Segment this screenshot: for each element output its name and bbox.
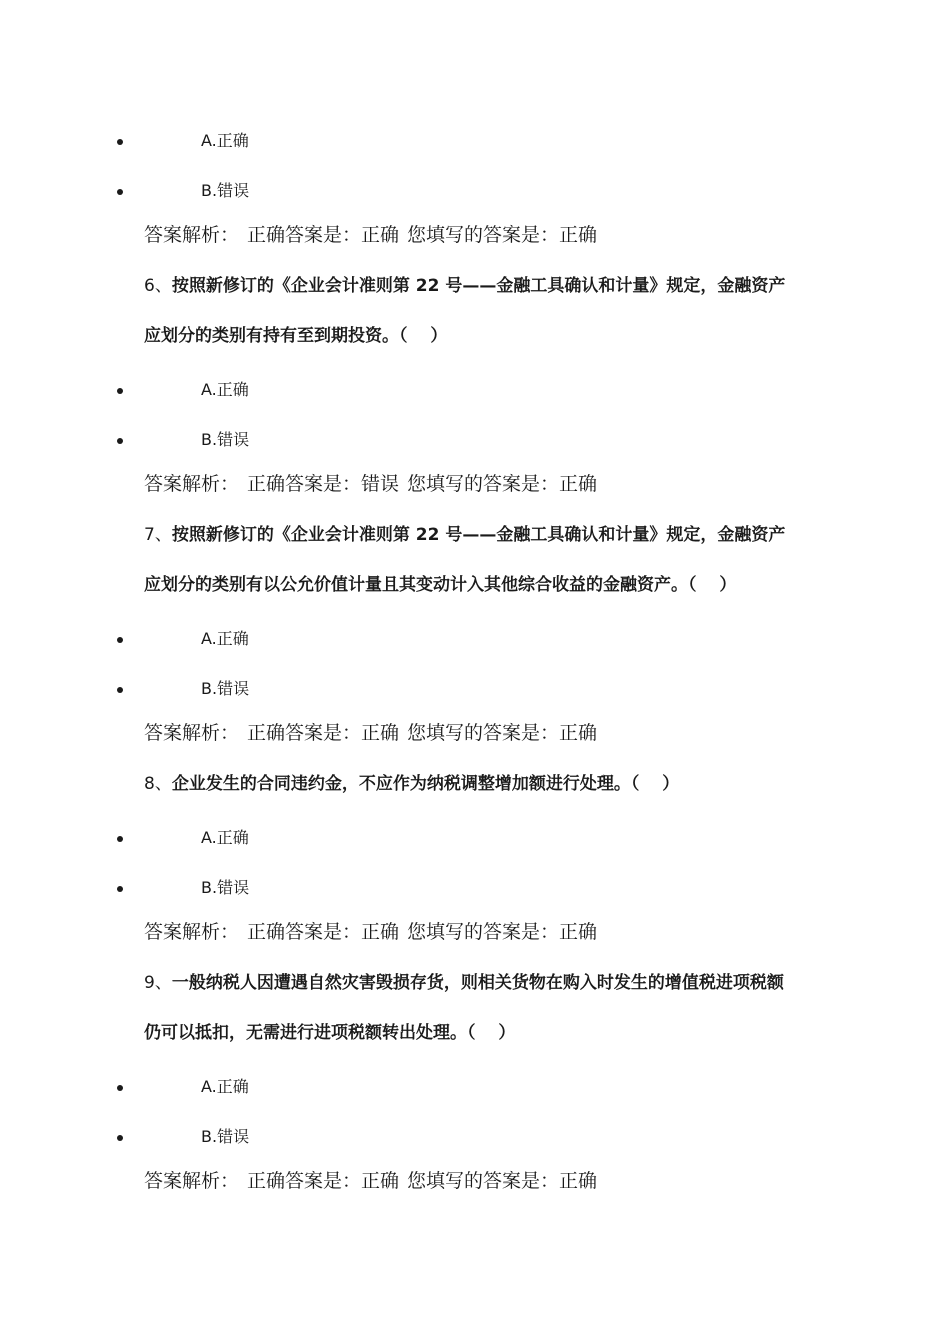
correct-answer: 正确答案是：正确 <box>247 224 400 246</box>
question-6-line-1 <box>144 273 785 299</box>
your-answer: 您填写的答案是：正确 <box>407 473 598 495</box>
question-text: 按照新修订的《企业会计准则第 22 号——金融工具确认和计量》规定，金融资产 <box>171 276 786 296</box>
bullet-icon <box>117 886 123 892</box>
option-label: B.错误 <box>201 1127 250 1146</box>
bullet-icon <box>117 189 123 195</box>
answer-prefix: 答案解析： <box>144 224 240 246</box>
question-9-line-2 <box>144 1020 515 1046</box>
correct-answer: 正确答案是：正确 <box>247 921 400 943</box>
option-label: A.正确 <box>201 131 249 150</box>
option-a[interactable] <box>0 626 950 654</box>
option-label: A.正确 <box>201 1077 249 1096</box>
question-7-line-1 <box>144 522 785 548</box>
question-text: 一般纳税人因遭遇自然灾害毁损存货，则相关货物在购入时发生的增值税进项税额 <box>171 973 784 993</box>
your-answer: 您填写的答案是：正确 <box>407 1170 598 1192</box>
bullet-icon <box>117 836 123 842</box>
option-a[interactable] <box>0 377 950 405</box>
question-8-line-1 <box>144 771 679 797</box>
bullet-icon <box>117 139 123 145</box>
option-a[interactable] <box>0 128 950 156</box>
option-b[interactable] <box>0 427 950 455</box>
option-b[interactable] <box>0 1124 950 1152</box>
question-text: 应划分的类别有以公允价值计量且其变动计入其他综合收益的金融资产。（ ） <box>144 575 737 595</box>
question-number: 6、 <box>144 276 172 296</box>
bullet-icon <box>117 687 123 693</box>
question-text: 企业发生的合同违约金，不应作为纳税调整增加额进行处理。（ ） <box>171 774 680 794</box>
option-a[interactable] <box>0 825 950 853</box>
bullet-icon <box>117 1135 123 1141</box>
option-label: B.错误 <box>201 181 250 200</box>
question-text: 应划分的类别有持有至到期投资。（ ） <box>144 326 448 346</box>
option-b[interactable] <box>0 676 950 704</box>
your-answer: 您填写的答案是：正确 <box>407 224 598 246</box>
option-b[interactable] <box>0 178 950 206</box>
question-text: 按照新修订的《企业会计准则第 22 号——金融工具确认和计量》规定，金融资产 <box>171 525 786 545</box>
question-text: 仍可以抵扣，无需进行进项税额转出处理。（ ） <box>144 1023 516 1043</box>
option-label: B.错误 <box>201 878 250 897</box>
answer-prefix: 答案解析： <box>144 722 240 744</box>
question-number: 8、 <box>144 774 172 794</box>
answer-analysis <box>144 918 597 946</box>
answer-analysis <box>144 1167 597 1195</box>
question-number: 7、 <box>144 525 172 545</box>
correct-answer: 正确答案是：正确 <box>247 1170 400 1192</box>
answer-prefix: 答案解析： <box>144 1170 240 1192</box>
option-a[interactable] <box>0 1074 950 1102</box>
option-label: A.正确 <box>201 380 249 399</box>
answer-analysis <box>144 470 597 498</box>
answer-analysis <box>144 719 597 747</box>
option-label: A.正确 <box>201 828 249 847</box>
question-7-line-2 <box>144 572 736 598</box>
correct-answer: 正确答案是：正确 <box>247 722 400 744</box>
answer-analysis <box>144 221 597 249</box>
bullet-icon <box>117 388 123 394</box>
question-6-line-2 <box>144 323 447 349</box>
option-label: B.错误 <box>201 679 250 698</box>
your-answer: 您填写的答案是：正确 <box>407 722 598 744</box>
answer-prefix: 答案解析： <box>144 921 240 943</box>
correct-answer: 正确答案是：错误 <box>247 473 400 495</box>
question-number: 9、 <box>144 973 172 993</box>
option-label: A.正确 <box>201 629 249 648</box>
question-9-line-1 <box>144 970 784 996</box>
bullet-icon <box>117 438 123 444</box>
bullet-icon <box>117 1085 123 1091</box>
your-answer: 您填写的答案是：正确 <box>407 921 598 943</box>
bullet-icon <box>117 637 123 643</box>
option-b[interactable] <box>0 875 950 903</box>
answer-prefix: 答案解析： <box>144 473 240 495</box>
option-label: B.错误 <box>201 430 250 449</box>
